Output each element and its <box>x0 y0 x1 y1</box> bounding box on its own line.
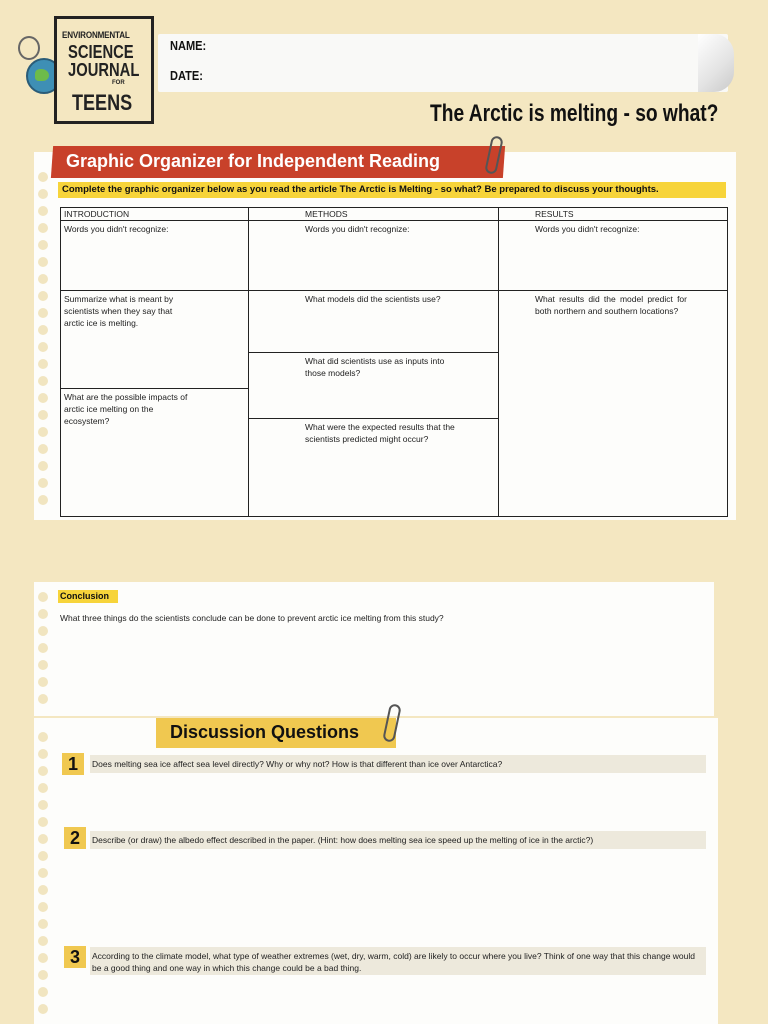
logo-text-teens: TEENS <box>72 90 133 115</box>
notebook-holes <box>38 172 52 512</box>
conclusion-question: What three things do the scientists conclude can be done to prevent arctic ice melting from this study? <box>60 613 444 623</box>
conclusion-answer-area[interactable] <box>60 630 700 710</box>
name-date-strip <box>158 34 728 92</box>
intro-lower-cell <box>61 291 249 517</box>
results-predict-prompt: What results did the model predict for both northern and southern locations? <box>535 294 687 316</box>
methods-lower-cell <box>249 291 499 517</box>
methods-models-prompt: What models did the scientists use? <box>305 294 441 304</box>
question-number-3: 3 <box>64 946 86 968</box>
question-1-text: Does melting sea ice affect sea level directly? Why or why not? How is that different than ice over Antarctica? <box>92 759 503 769</box>
organizer-title: Graphic Organizer for Independent Reading <box>66 151 441 171</box>
date-label: DATE: <box>170 68 203 83</box>
methods-inputs-prompt: What did scientists use as inputs into those models? <box>305 356 445 378</box>
logo-text-science: SCIENCE <box>68 42 134 62</box>
paper-curl <box>698 34 734 92</box>
intro-impacts-prompt: What are the possible impacts of arctic ice melting on the ecosystem? <box>64 392 188 426</box>
methods-words-cell[interactable] <box>249 221 499 291</box>
question-number-2: 2 <box>64 827 86 849</box>
question-2-text: Describe (or draw) the albedo effect described in the paper. (Hint: how does melting sea ice speed up the melting of ice in the arctic?) <box>92 835 594 845</box>
logo-text-environmental: ENVIRONMENTAL <box>62 30 130 41</box>
organizer-instructions: Complete the graphic organizer below as you read the article The Arctic is Melting - so what? Be prepared to discuss your thoughts. <box>62 184 659 195</box>
page-title: The Arctic is melting - so what? <box>430 100 719 127</box>
question-2-answer-area[interactable] <box>90 852 706 942</box>
results-words-prompt: Words you didn't recognize: <box>535 224 640 234</box>
methods-expected-cell[interactable] <box>249 419 498 447</box>
intro-impacts-cell[interactable] <box>61 389 248 429</box>
discussion-title: Discussion Questions <box>170 722 360 742</box>
question-3-answer-area[interactable] <box>90 978 706 1022</box>
intro-words-cell[interactable] <box>61 221 249 291</box>
methods-words-prompt: Words you didn't recognize: <box>305 224 410 234</box>
question-1-answer-area[interactable] <box>90 776 706 826</box>
methods-inputs-cell[interactable] <box>249 353 498 419</box>
column-header-results: RESULTS <box>499 208 728 221</box>
methods-expected-prompt: What were the expected results that the scientists predicted might occur? <box>305 422 455 444</box>
question-number-1: 1 <box>62 753 84 775</box>
results-predict-cell[interactable] <box>499 291 728 517</box>
intro-summarize-cell[interactable] <box>61 291 248 389</box>
column-header-methods: METHODS <box>249 208 499 221</box>
results-words-cell[interactable] <box>499 221 728 291</box>
intro-words-prompt: Words you didn't recognize: <box>64 224 169 234</box>
intro-summarize-prompt: Summarize what is meant by scientists when they say that arctic ice is melting. <box>64 294 174 328</box>
column-header-introduction: INTRODUCTION <box>61 208 249 221</box>
notebook-holes <box>38 732 52 1021</box>
flask-icon <box>18 36 40 60</box>
notebook-holes <box>38 592 52 711</box>
methods-models-cell[interactable] <box>249 291 498 353</box>
conclusion-label: Conclusion <box>60 591 109 601</box>
logo-text-for: FOR <box>112 80 125 86</box>
logo-text-journal: JOURNAL <box>68 60 140 80</box>
organizer-table <box>60 207 728 517</box>
name-label: NAME: <box>170 38 207 53</box>
question-3-text: According to the climate model, what type of weather extremes (wet, dry, warm, cold) are likely to occur where you live? Think of one way that this change would be a good thing and one way in which this change could be a bad thing. <box>92 951 695 973</box>
